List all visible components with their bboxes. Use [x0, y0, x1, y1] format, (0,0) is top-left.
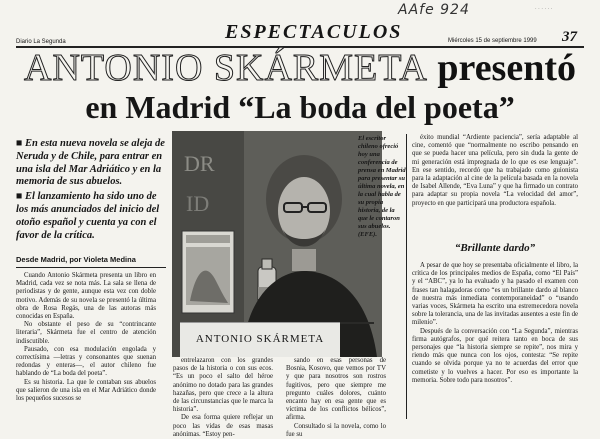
byline-rule — [16, 267, 166, 268]
column-divider — [406, 134, 407, 419]
name-placard-label: ANTONIO SKÁRMETA — [195, 333, 325, 345]
body-paragraph: De esa forma quiere reflejar un poco las vidas de esas masas anónimas. “Estoy pen- — [173, 414, 273, 438]
newspaper-name: Diario La Segunda — [16, 39, 66, 45]
section-title: ESPECTACULOS — [225, 21, 403, 43]
body-paragraph: Pausado, con esa modulación engolada y correctísima —letras y consonantes que suenan redondas y enteras—, el autor chileno fue hablando de “La boda del poeta”. — [16, 345, 156, 378]
page-number: 37 — [562, 29, 577, 45]
body-paragraph: éxito mundial “Ardiente paciencia”, sería adaptable al cine, comentó que “normalmente no escribo pensando en que se pueda hacer una película, pero sin duda la gente de mi generación está impregnada de lo que es ese lenguaje”. En ese sentido, recordó que ha trabajado como guionista para la adaptación al cine de la película basada en la novela de Isabel Allende, “Eva Luna” y que ha firmado un contrato para adaptar su propia novela “La velocidad del amor”, proyecto en que participará una productora española. — [412, 134, 578, 207]
headline-verb: presentó — [437, 47, 576, 89]
body-column-3 — [286, 357, 386, 439]
article-deck — [16, 138, 166, 242]
body-column-2 — [173, 357, 273, 439]
archive-mark: · · · · · · — [535, 6, 553, 12]
deck-paragraph-2: ■ El lanzamiento ha sido uno de los más anunciados del inicio del otoño español y cuenta ya con el favor de la crítica. — [16, 191, 160, 241]
section-subhead: “Brillante dardo” — [454, 242, 536, 254]
photo-caption: El escritor chileno ofreció hoy una conferencia de prensa en Madrid para presentar su última novela, en la cual habla de su propia historia, de la que le contaron sus abuelos. (EFE). — [358, 135, 406, 238]
body-column-4 — [412, 134, 578, 208]
body-paragraph: Consultado si la novela, como lo fue su — [286, 422, 386, 438]
body-paragraph: Cuando Antonio Skármeta presenta un libro en Madrid, cada vez se nota más. La sala se llena de periodistas y de gente, aunque esta vez con doble motivo. Además de su novela se presentó la última obra de Rosa Regás, una de las autoras más conocidas en España. — [16, 272, 156, 321]
issue-date: Miércoles 15 de septiembre 1999 — [448, 38, 537, 44]
body-column-1 — [16, 272, 156, 403]
photo-watermark-letters-2: ID — [186, 191, 210, 216]
headline-line-1 — [0, 48, 600, 88]
body-paragraph: entrelazaron con los grandes pasos de la historia o con sus ecos. “Es un poco el salto del héroe anónimo no dotado para las grandes hazañas, pero que crece a la altura de las circunstancias que le marca la historia”. — [173, 357, 273, 414]
name-placard — [180, 322, 340, 357]
handwritten-archive-note: AAfe 924 — [398, 2, 470, 18]
body-paragraph: Después de la conversación con “La Segunda”, mientras firma autógrafos, por qué reitera tanto en boca de sus personajes que “la historia siempre se repite”, nos mira y riendo más que nunca con los ojos, contesta: “Se repite cuando se olvida porque ya no te acuerdas del error que cometiste y lo vuelves a hacer. Por eso es importante la memoria. Sobre todo para nosotros”. — [412, 327, 578, 384]
body-paragraph: Es su historia. La que le contaban sus abuelos que salieron de una isla en el Mar Adriático donde los pequeños sucesos se — [16, 378, 156, 403]
deck-paragraph-1: ■ En esta nueva novela se aleja de Neruda y de Chile, para entrar en una isla del Mar Adriático y en la memoria de sus abuelos. — [16, 138, 165, 188]
book-cover — [182, 231, 234, 313]
body-paragraph: A pesar de que hoy se presentaba oficialmente el libro, la crítica de los principales medios de España, como “El País” y el “ABC”, ya lo ha evaluado y ha pasado el examen con frases tan halagadoras como “es un brillante dardo al blanco de nuestra más inmediata contemporaneidad” o “usando varias voces, Skármeta ha escrito una estremecedora novela sobre la tolerancia, una de las invitadas ausentes a este fin de milenio”. — [412, 262, 578, 327]
headline-name: ANTONIO SKÁRMETA — [24, 47, 428, 89]
headline-line-2: en Madrid “La boda del poeta” — [85, 89, 515, 125]
byline: Desde Madrid, por Violeta Medina — [16, 255, 136, 264]
photo-watermark-letters: DR — [184, 151, 215, 176]
body-paragraph: sando en esas personas de Bosnia, Kosovo, que vemos por TV y que para nosotros son rostros fugitivos, pero que siempre me pregunto cuáles dolores, cuánto encanto hay en esa gente que es víctima de los conflictos bélicos”, afirma. — [286, 357, 386, 422]
body-paragraph: No obstante el peso de su “contrincante literaria”, Skármeta fue el centro de atención indiscutible. — [16, 321, 156, 345]
body-column-4-continued — [412, 262, 578, 385]
